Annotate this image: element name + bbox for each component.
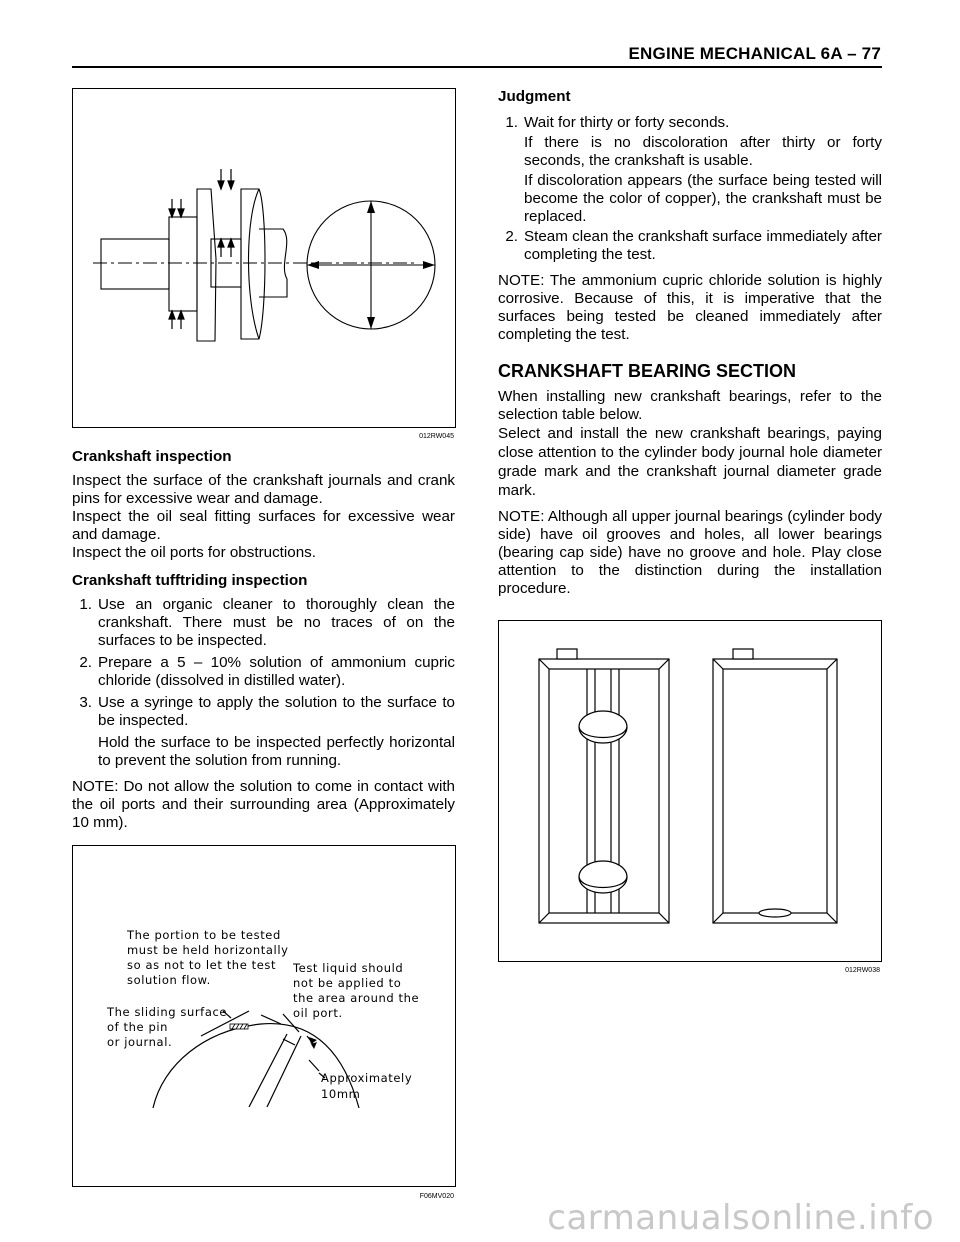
label-portion-line-3: so as not to let the test <box>127 958 277 972</box>
corrosive-note: NOTE: The ammonium cupric chloride solution is highly corrosive. Because of this, it is imperative that the surfaces being tested be cleaned immediately after completing the test. <box>498 272 882 343</box>
step-text: Use a syringe to apply the solution to the surface to be inspected. <box>98 694 455 729</box>
label-liquid-line-2: not be applied to <box>293 976 402 990</box>
label-portion-line-1: The portion to be tested <box>127 928 281 942</box>
left-note: NOTE: Do not allow the solution to come in contact with the oil ports and their surrounding area (Approximately 10 mm). <box>72 778 455 831</box>
inspection-paragraph-1: Inspect the surface of the crankshaft journals and crank pins for excessive wear and damage. <box>72 472 455 507</box>
judgment-usable: If there is no discoloration after thirty or forty seconds, the crankshaft is usable. <box>524 134 882 169</box>
step-text: Prepare a 5 – 10% solution of ammonium cupric chloride (dissolved in distilled water). <box>98 654 455 689</box>
label-portion-line-2: must be held horizontally <box>127 943 289 957</box>
step-3-note: Hold the surface to be inspected perfectly horizontal to prevent the solution from running. <box>98 734 455 769</box>
step-text: Use an organic cleaner to thoroughly clean the crankshaft. There must be no traces of on the surfaces to be inspected. <box>98 596 455 649</box>
judgment-step-number: 2. <box>505 228 518 245</box>
judgment-step-number: 1. <box>505 114 518 131</box>
label-sliding-line-3: or journal. <box>107 1035 173 1049</box>
section-paragraph-2: Select and install the new crankshaft bearings, paying close attention to the cylinder body journal hole diameter grade mark and the crankshaft journal diameter grade mark. <box>498 425 882 499</box>
bearings-figure <box>498 620 882 962</box>
step-3 <box>72 694 455 730</box>
inspection-paragraph-3: Inspect the oil ports for obstructions. <box>72 544 316 561</box>
step-number: 1. <box>79 596 92 613</box>
label-liquid-line-1: Test liquid should <box>293 961 404 975</box>
judgment-step-2 <box>498 228 882 264</box>
label-approx-line-2: 10mm <box>321 1087 361 1101</box>
watermark: carmanualsonline.info <box>547 1198 934 1238</box>
section-paragraph-1: When installing new crankshaft bearings, refer to the selection table below. <box>498 388 882 423</box>
judgment-replace: If discoloration appears (the surface being tested will become the color of copper), the crankshaft must be replaced. <box>524 172 882 225</box>
judgment-step-text: Wait for thirty or forty seconds. <box>524 114 730 131</box>
label-liquid-line-3: the area around the <box>293 991 420 1005</box>
inspection-heading: Crankshaft inspection <box>72 448 232 465</box>
judgment-step-1 <box>498 114 882 132</box>
bearing-note: NOTE: Although all upper journal bearings (cylinder body side) have oil grooves and holes, all lower bearings (bearing cap side) have no groove and hole. Play close attention to the distinction during the installation procedure. <box>498 508 882 597</box>
step-number: 3. <box>79 694 92 711</box>
tufftriding-figure <box>72 845 456 1187</box>
step-2 <box>72 654 455 690</box>
judgment-step-text: Steam clean the crankshaft surface immediately after completing the test. <box>524 228 882 263</box>
tufftriding-heading: Crankshaft tufftriding inspection <box>72 572 308 589</box>
figure-code-bearings: 012RW038 <box>845 967 880 974</box>
step-1 <box>72 596 455 650</box>
inspection-paragraph-2: Inspect the oil seal fitting surfaces for excessive wear and damage. <box>72 508 455 543</box>
tufftriding-diagram <box>73 846 455 1186</box>
label-approx-line-1: Approximately <box>321 1071 413 1085</box>
left-column <box>72 448 455 832</box>
crankshaft-diagram <box>73 89 455 427</box>
right-column <box>498 88 882 598</box>
label-sliding-line-2: of the pin <box>107 1020 169 1034</box>
page-header: ENGINE MECHANICAL 6A – 77 <box>628 44 881 63</box>
section-title: CRANKSHAFT BEARING SECTION <box>498 361 797 381</box>
crankshaft-figure <box>72 88 456 428</box>
judgment-heading: Judgment <box>498 88 571 105</box>
header-rule <box>72 66 882 68</box>
step-number: 2. <box>79 654 92 671</box>
label-liquid-line-4: oil port. <box>293 1006 343 1020</box>
figure-code-crankshaft: 012RW045 <box>419 433 454 440</box>
label-portion-line-4: solution flow. <box>127 973 211 987</box>
label-sliding-line-1: The sliding surface <box>107 1005 228 1019</box>
bearings-diagram <box>499 621 881 961</box>
figure-code-tufftriding: F06MV020 <box>419 1193 454 1200</box>
